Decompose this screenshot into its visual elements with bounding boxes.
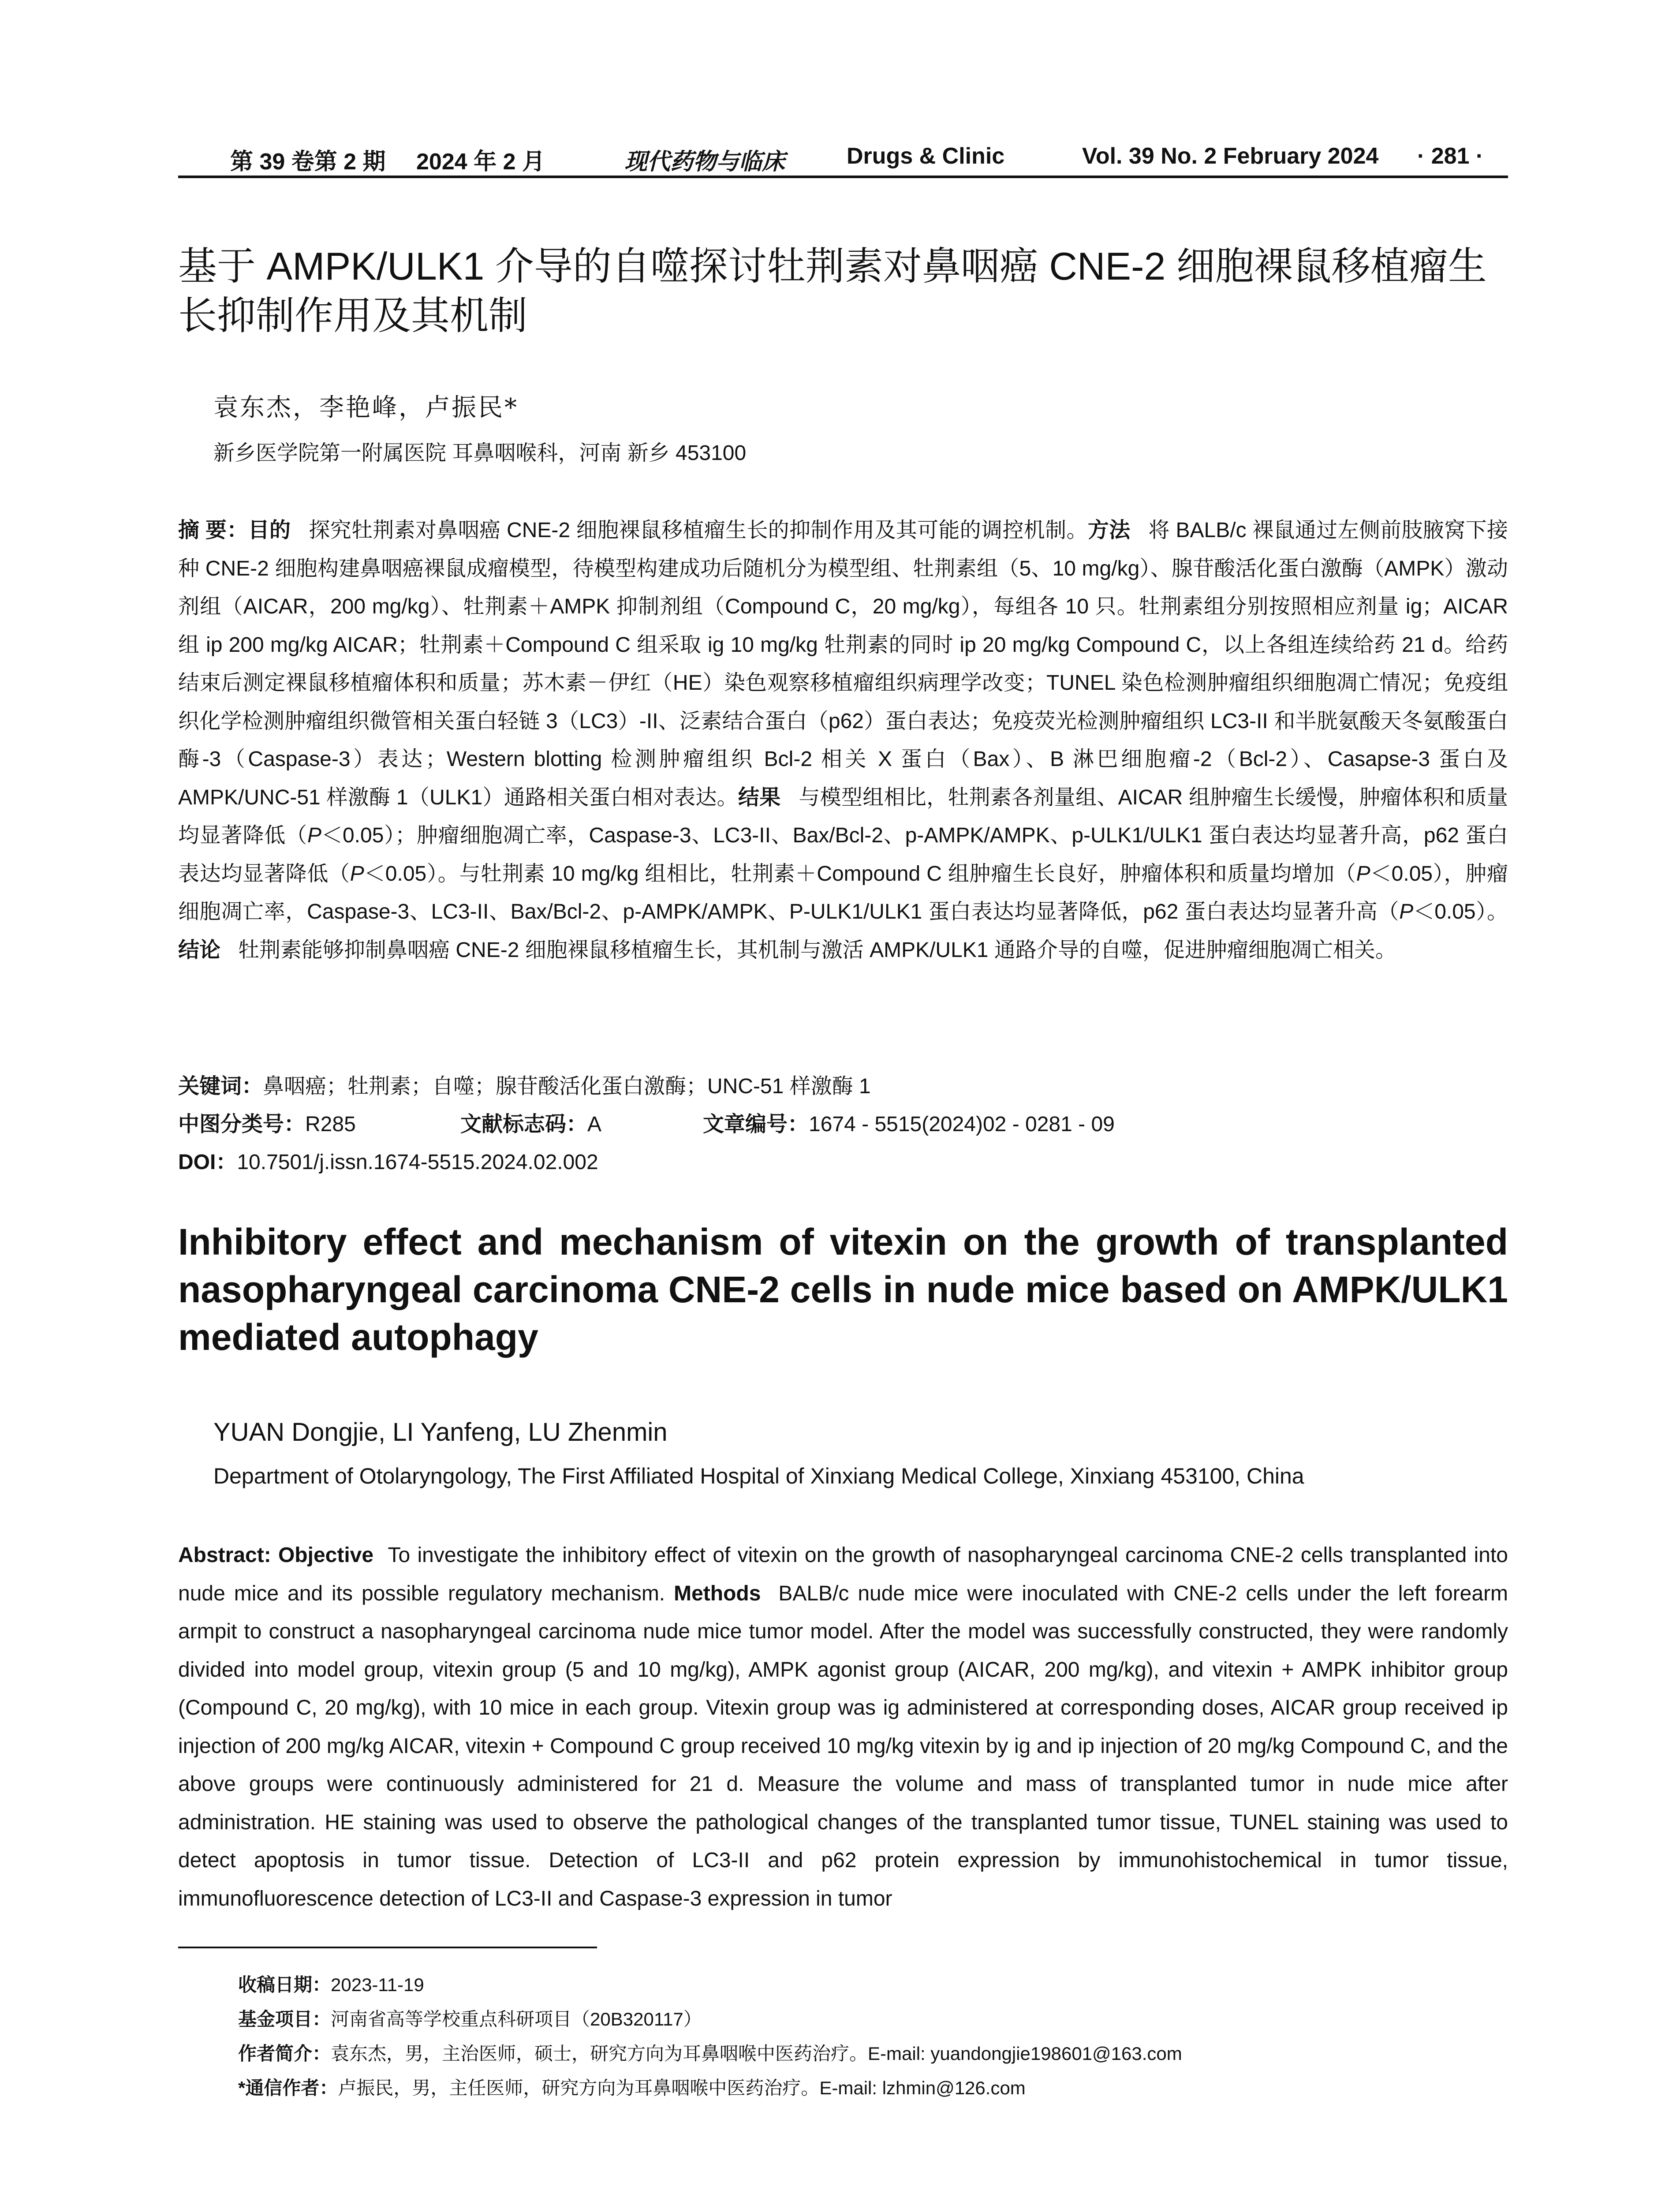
received-label: 收稿日期： [238, 1974, 331, 1995]
chinese-keywords [178, 1069, 871, 1099]
doi-label: DOI： [178, 1151, 237, 1174]
results-text-cn-a: 与模型组相比，牡荆素各剂量组、AICAR 组肿瘤生长缓慢，肿瘤体积和质量均显著降低（ [178, 785, 1508, 847]
doi-line [178, 1145, 598, 1175]
clc-number [178, 1107, 356, 1137]
classification-line [178, 1107, 1508, 1136]
fund-label: 基金项目： [238, 2009, 331, 2029]
chinese-title: 基于 AMPK/ULK1 介导的自噬探讨牡荆素对鼻咽癌 CNE-2 细胞裸鼠移植瘤生长抑制作用及其机制 [178, 244, 1487, 337]
objective-text-cn: 探究牡荆素对鼻咽癌 CNE-2 细胞裸鼠移植瘤生长的抑制作用及其可能的调控机制。 [309, 519, 1088, 542]
clc-label: 中图分类号： [178, 1113, 306, 1136]
english-affiliation: Department of Otolaryngology, The First Affiliated Hospital of Xinxiang Medical College, Xinxiang 453100, China [213, 1464, 1304, 1488]
chinese-authors: 袁东杰，李艳峰，卢振民* [213, 393, 519, 422]
keywords-text: 鼻咽癌；牡荆素；自噬；腺苷酸活化蛋白激酶；UNC-51 样激酶 1 [263, 1075, 871, 1098]
conclusion-text-cn: 牡荆素能够抑制鼻咽癌 CNE-2 细胞裸鼠移植瘤生长，其机制与激活 AMPK/ULK1 通路介导的自噬，促进肿瘤细胞凋亡相关。 [238, 938, 1396, 962]
methods-text-cn: 将 BALB/c 裸鼠通过左侧前肢腋窝下接种 CNE-2 细胞构建鼻咽癌裸鼠成瘤模型，待模型构建成功后随机分为模型组、牡荆素组（5、10 mg/kg）、腺苷酸活化蛋白激酶（AMPK）激动剂组（AICAR，200 mg/kg）、牡荆素＋AMPK 抑制剂组（Compound C，20 mg/kg），每组各 10 只。牡荆素组分别按照相应剂量 ig；AICAR 组 ip 200 mg/kg AICAR；牡荆素＋Compound C 组采取 ig 10 mg/kg 牡荆素的同时 ip 20 mg/kg Compound C，以上各组连续给药 21 d。给药结束后测定裸鼠移植瘤体积和质量；苏木素－伊红（HE）染色观察移植瘤组织病理学改变；TUNEL 染色检测肿瘤组织细胞凋亡情况；免疫组织化学检测肿瘤组织微管相关蛋白轻链 3（LC3）-II、泛素结合蛋白（p62）蛋白表达；免疫荧光检测肿瘤组织 LC3-II 和半胱氨酸天冬氨酸蛋白酶-3（Caspase-3）表达；Western blotting 检测肿瘤组织 Bcl-2 相关 X 蛋白（Bax）、B 淋巴细胞瘤-2（Bcl-2）、Casapse-3 蛋白及 AMPK/UNC-51 样激酶 1（ULK1）通路相关蛋白相对表达。 [178, 519, 1508, 809]
header-date-cn: 2024 年 2 月 [416, 149, 545, 175]
header-volume-issue-en: Vol. 39 No. 2 February 2024 [1082, 143, 1379, 169]
english-title: Inhibitory effect and mechanism of vitexin on the growth of transplanted nasopharyngeal carcinoma CNE-2 cells in nude mice based on AMPK/ULK1 mediated autophagy [178, 1221, 1508, 1358]
corresponding-label: *通信作者： [238, 2078, 338, 2098]
doc-code-value: A [587, 1113, 602, 1136]
objective-label-en: Objective [278, 1544, 374, 1567]
header-journal-cn: 现代药物与临床 [624, 148, 785, 175]
chinese-affiliation: 新乡医学院第一附属医院 耳鼻咽喉科，河南 新乡 453100 [213, 441, 747, 465]
methods-text-en: BALB/c nude mice were inoculated with CNE-2 cells under the left forearm armpit to construct a nasopharyngeal carcinoma nude mice tumor model. After the model was successfully constructed, they were randomly divided into model group, vitexin group (5 and 10 mg/kg), AMPK agonist group (AICAR, 200 mg/kg), and vitexin + AMPK inhibitor group (Compound C, 20 mg/kg), with 10 mice in each group. Vitexin group was ig administered at corresponding doses, AICAR group received ip injection of 200 mg/kg AICAR, vitexin + Compound C group received 10 mg/kg vitexin by ig and ip injection of 20 mg/kg Compound C, and the above groups were continuously administered for 21 d. Measure the volume and mass of transplanted tumor in nude mice after administration. HE staining was used to observe the pathological changes of the transplanted tumor tissue, TUNEL staining was used to detect apoptosis in tumor tissue. Detection of LC3-II and p62 protein expression by immunohistochemical in tumor tissue, immunofluorescence detection of LC3-II and Caspase-3 expression in tumor [178, 1581, 1508, 1910]
abstract-label-en: Abstract: [178, 1544, 271, 1567]
results-text-cn-b: ＜0.05）；肿瘤细胞凋亡率，Caspase-3、LC3-II、Bax/Bcl-2、p-AMPK/AMPK、p-ULK1/ULK1 蛋白表达均显著升高，p62 蛋白表达均显著降低（ [178, 824, 1508, 886]
author-bio-label: 作者简介： [238, 2043, 331, 2064]
english-authors: YUAN Dongjie, LI Yanfeng, LU Zhenmin [213, 1418, 668, 1446]
p-value-symbol: P [350, 862, 364, 886]
header-rule [178, 176, 1508, 178]
results-text-cn-c: ＜0.05）。与牡荆素 10 mg/kg 组相比，牡荆素＋Compound C 组肿瘤生长良好，肿瘤体积和质量均增加（ [364, 862, 1356, 886]
running-header [178, 140, 1508, 174]
article-no-value: 1674 - 5515(2024)02 - 0281 - 09 [809, 1113, 1115, 1136]
article-number [703, 1107, 1115, 1137]
results-text-cn-e: ＜0.05）。 [1413, 900, 1508, 923]
footnote-received [238, 1970, 424, 1997]
keywords-label: 关键词： [178, 1075, 263, 1098]
abstract-label-cn: 摘 要： [178, 519, 248, 542]
document-code [460, 1107, 601, 1137]
header-volume-issue-cn: 第 39 卷第 2 期 [230, 149, 386, 175]
results-label-cn: 结果 [738, 785, 781, 809]
p-value-symbol: P [1399, 900, 1414, 923]
methods-label-en: Methods [674, 1581, 761, 1605]
methods-label-cn: 方法 [1087, 519, 1131, 542]
fund-text: 河南省高等学校重点科研项目（20B320117） [331, 2009, 702, 2029]
results-text-cn-d: ＜0.05），肿瘤细胞凋亡率，Caspase-3、LC3-II、Bax/Bcl-2、p-AMPK/AMPK、P-ULK1/ULK1 蛋白表达均显著降低，p62 蛋白表达均显著升高（ [178, 862, 1508, 923]
chinese-abstract [178, 512, 1508, 969]
conclusion-label-cn: 结论 [178, 938, 221, 962]
clc-value: R285 [305, 1113, 356, 1136]
p-value-symbol: P [1356, 862, 1370, 886]
author-bio-text: 袁东杰，男，主治医师，硕士，研究方向为耳鼻咽喉中医药治疗。E-mail: yuandongjie198601@163.com [331, 2043, 1182, 2064]
received-date: 2023-11-19 [331, 1974, 424, 1995]
p-value-symbol: P [307, 824, 321, 847]
footnote-fund [238, 2005, 702, 2031]
footnote-author [238, 2039, 1182, 2066]
english-abstract [178, 1536, 1508, 1918]
footnote-corresponding [238, 2074, 1026, 2100]
header-journal-en: Drugs & Clinic [847, 143, 1005, 169]
corresponding-text: 卢振民，男，主任医师，研究方向为耳鼻咽喉中医药治疗。E-mail: lzhmin@126.com [338, 2078, 1026, 2098]
article-no-label: 文章编号： [703, 1113, 809, 1136]
doc-code-label: 文献标志码： [460, 1113, 588, 1136]
header-page-number: · 281 · [1417, 143, 1484, 169]
doi-value: 10.7501/j.issn.1674-5515.2024.02.002 [237, 1151, 598, 1174]
footnote-rule [178, 1947, 597, 1948]
objective-label-cn: 目的 [248, 519, 291, 542]
objective-text-en: To investigate the inhibitory effect of vitexin on the growth of nasopharyngeal carcinoma CNE-2 cells transplanted into nude mice and its possible regulatory mechanism. [178, 1544, 1508, 1605]
